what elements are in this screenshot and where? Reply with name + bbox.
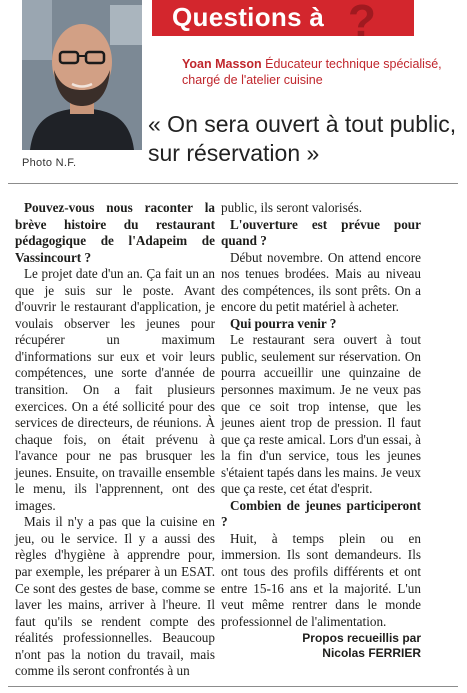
author-credit-line: Propos recueillis par: [302, 631, 421, 646]
interview-answer: Début novembre. On attend encore nos tenues brodées. Mais au niveau des compétences, ils sont prêts. On a encore du petit matériel à acheter.: [221, 249, 421, 315]
interview-answer: Mais il n'y a pas que la cuisine en jeu, ou le service. Il y a aussi des règles d'hygiène à apprendre pour, par exemple, les préparer à un ESAT. Ce sont des gestes de base, comme se laver les mains, arriver à l'heure. Il faut qu'ils se rendent compte des réalités professionnelles. Beaucoup n'ont pas la notion du travail, mais comme ils seront confrontés à un: [15, 514, 215, 679]
interviewee-byline: [182, 56, 452, 88]
interview-column-left: [15, 200, 215, 680]
section-banner: [152, 0, 414, 36]
photo-credit: Photo N.F.: [22, 157, 77, 169]
interview-answer: public, ils seront valorisés.: [221, 200, 363, 215]
portrait-illustration: [22, 0, 142, 150]
interview-answer: Huit, à temps plein ou en immersion. Ils sont demandeurs. Ils ont tous des profils différents et ont entre 15-16 ans et la majorité. L'un veut même rentrer dans le monde professionnel de l'alimentation.: [221, 530, 421, 629]
header-divider: [8, 183, 458, 184]
banner-title: Questions à: [172, 2, 325, 32]
portrait-photo: [22, 0, 142, 150]
interview-answer: Le projet date d'un an. Ça fait un an que je suis sur le poste. Avant d'ouvrir le restaurant d'application, je voulais observer les jeunes pour récupérer un maximum d'informations sur eux et voir leurs compétences, une sorte d'année de transition. On a fait plusieurs exercices. On a été sollicité pour des services de directeurs, de réunions. À chaque fois, on était prévenu à l'avance pour ne pas brusquer les jeunes. Ensuite, on travaille ensemble le menu, ils l'apprennent, ont des images.: [15, 266, 215, 513]
question-mark-icon: ?: [347, 0, 376, 36]
interviewee-role: Éducateur technique spécialisé, chargé de l'atelier cuisine: [182, 57, 442, 87]
author-credit: [221, 631, 421, 661]
headline-quote: « On sera ouvert à tout public, sur réservation »: [148, 111, 457, 166]
interview-question: Pouvez-vous nous raconter la brève histoire du restaurant pédagogique de l'Adapeim de Vassincourt ?: [15, 200, 215, 265]
interview-answer: Le restaurant sera ouvert à tout public, seulement sur réservation. On pourra accueillir une quinzaine de personnes maximum. Je ne veux pas que ce soit trop intense, que les jeunes aient trop de pression. Il faut que ça reste amical. Lors d'un essai, à la fin d'un service, tous les jeunes s'étaient tapés dans les mains. Je veux que ça reste, cet état d'esprit.: [221, 332, 421, 497]
interviewee-name: Yoan Masson: [182, 57, 262, 71]
footer-divider: [8, 686, 458, 687]
interview-question: Combien de jeunes participeront ?: [221, 497, 421, 530]
interview-column-right: [221, 200, 421, 661]
interview-question: L'ouverture est prévue pour quand ?: [221, 216, 421, 249]
author-name: Nicolas FERRIER: [322, 646, 421, 661]
interview-question: Qui pourra venir ?: [230, 315, 337, 331]
